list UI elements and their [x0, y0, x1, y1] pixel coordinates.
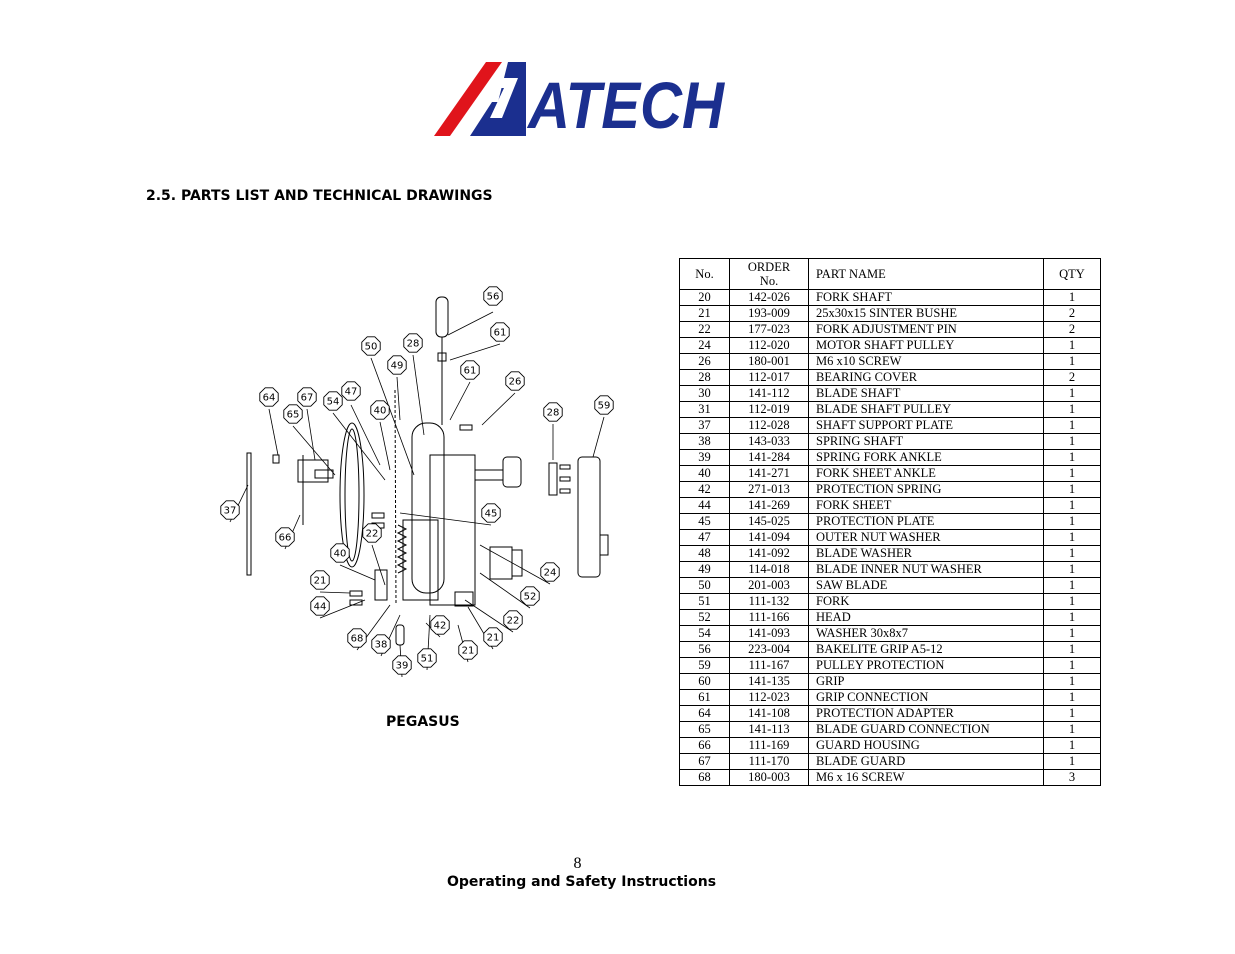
cell-no: 56 — [680, 642, 730, 658]
cell-no: 37 — [680, 418, 730, 434]
cell-order-no: 177-023 — [730, 322, 809, 338]
cell-no: 49 — [680, 562, 730, 578]
cell-order-no: 141-284 — [730, 450, 809, 466]
callout-label: 47 — [344, 386, 358, 398]
cell-part-name: SPRING SHAFT — [809, 434, 1044, 450]
cell-qty: 1 — [1044, 578, 1101, 594]
cell-no: 51 — [680, 594, 730, 610]
table-row — [680, 418, 1101, 434]
callout-label: 49 — [390, 360, 404, 372]
cell-no: 50 — [680, 578, 730, 594]
callout-label: 28 — [406, 338, 420, 350]
table-row — [680, 738, 1101, 754]
cell-no: 68 — [680, 770, 730, 786]
page-number: 8 — [573, 855, 582, 872]
callout-label: 26 — [508, 376, 522, 388]
cell-qty: 1 — [1044, 594, 1101, 610]
cell-qty: 1 — [1044, 530, 1101, 546]
table-row — [680, 498, 1101, 514]
cell-qty: 1 — [1044, 514, 1101, 530]
table-row — [680, 290, 1101, 306]
logo-wordmark: ATECH — [526, 68, 726, 140]
cell-order-no: 193-009 — [730, 306, 809, 322]
cell-qty: 1 — [1044, 386, 1101, 402]
cell-order-no: 112-028 — [730, 418, 809, 434]
table-row — [680, 530, 1101, 546]
cell-part-name: PULLEY PROTECTION — [809, 658, 1044, 674]
callout-label: 22 — [365, 528, 379, 540]
table-row — [680, 434, 1101, 450]
cell-no: 44 — [680, 498, 730, 514]
cell-qty: 1 — [1044, 354, 1101, 370]
cell-part-name: SAW BLADE — [809, 578, 1044, 594]
cell-part-name: HEAD — [809, 610, 1044, 626]
callout-label: 38 — [374, 639, 388, 651]
table-row — [680, 658, 1101, 674]
cell-qty: 1 — [1044, 482, 1101, 498]
callout-label: 21 — [461, 645, 475, 657]
section-title: 2.5. PARTS LIST AND TECHNICAL DRAWINGS — [146, 188, 493, 204]
cell-no: 54 — [680, 626, 730, 642]
callout-label: 61 — [463, 365, 477, 377]
cell-part-name: GRIP — [809, 674, 1044, 690]
cell-qty: 1 — [1044, 450, 1101, 466]
cell-no: 22 — [680, 322, 730, 338]
cell-order-no: 112-023 — [730, 690, 809, 706]
callout-label: 66 — [278, 532, 292, 544]
table-row — [680, 594, 1101, 610]
cell-part-name: BLADE GUARD CONNECTION — [809, 722, 1044, 738]
cell-qty: 1 — [1044, 626, 1101, 642]
callout-label: 42 — [433, 620, 447, 632]
cell-no: 66 — [680, 738, 730, 754]
cell-part-name: MOTOR SHAFT PULLEY — [809, 338, 1044, 354]
cell-order-no: 142-026 — [730, 290, 809, 306]
callout-label: 56 — [486, 291, 500, 303]
cell-qty: 1 — [1044, 466, 1101, 482]
cell-no: 24 — [680, 338, 730, 354]
table-row — [680, 722, 1101, 738]
cell-qty: 3 — [1044, 770, 1101, 786]
callout-label: 22 — [506, 615, 520, 627]
table-row — [680, 626, 1101, 642]
cell-part-name: BLADE WASHER — [809, 546, 1044, 562]
table-row — [680, 754, 1101, 770]
cell-no: 40 — [680, 466, 730, 482]
callout-label: 45 — [484, 508, 498, 520]
callout-label: 59 — [597, 400, 611, 412]
cell-no: 61 — [680, 690, 730, 706]
cell-order-no: 141-271 — [730, 466, 809, 482]
callout-label: 39 — [395, 660, 409, 672]
table-row — [680, 354, 1101, 370]
cell-part-name: BLADE SHAFT PULLEY — [809, 402, 1044, 418]
cell-qty: 1 — [1044, 546, 1101, 562]
cell-order-no: 143-033 — [730, 434, 809, 450]
cell-qty: 1 — [1044, 418, 1101, 434]
cell-no: 21 — [680, 306, 730, 322]
cell-qty: 1 — [1044, 706, 1101, 722]
cell-order-no: 223-004 — [730, 642, 809, 658]
table-row — [680, 642, 1101, 658]
table-row — [680, 674, 1101, 690]
cell-qty: 1 — [1044, 674, 1101, 690]
cell-qty: 1 — [1044, 642, 1101, 658]
cell-part-name: PROTECTION PLATE — [809, 514, 1044, 530]
cell-no: 48 — [680, 546, 730, 562]
cell-no: 20 — [680, 290, 730, 306]
cell-no: 45 — [680, 514, 730, 530]
cell-order-no: 141-092 — [730, 546, 809, 562]
header-qty: QTY — [1044, 259, 1101, 290]
parts-table — [679, 258, 1101, 786]
table-row — [680, 514, 1101, 530]
cell-part-name: 25x30x15 SINTER BUSHE — [809, 306, 1044, 322]
cell-no: 65 — [680, 722, 730, 738]
table-row — [680, 578, 1101, 594]
callout-label: 37 — [223, 505, 237, 517]
header-part-name: PART NAME — [809, 259, 1044, 290]
cell-order-no: 111-166 — [730, 610, 809, 626]
cell-part-name: BEARING COVER — [809, 370, 1044, 386]
cell-no: 47 — [680, 530, 730, 546]
cell-order-no: 180-003 — [730, 770, 809, 786]
callout-label: 67 — [300, 392, 314, 404]
callout-label: 68 — [350, 633, 364, 645]
cell-order-no: 141-094 — [730, 530, 809, 546]
footer-text: Operating and Safety Instructions — [447, 874, 717, 890]
header-order-line2: No. — [759, 274, 779, 288]
cell-qty: 2 — [1044, 370, 1101, 386]
atech-logo — [430, 58, 730, 140]
cell-part-name: SHAFT SUPPORT PLATE — [809, 418, 1044, 434]
cell-no: 38 — [680, 434, 730, 450]
callout-label: 51 — [420, 653, 434, 665]
callout-label: 44 — [313, 601, 327, 613]
table-row — [680, 690, 1101, 706]
cell-order-no: 112-017 — [730, 370, 809, 386]
table-header-row — [680, 259, 1101, 290]
cell-qty: 2 — [1044, 306, 1101, 322]
cell-part-name: PROTECTION SPRING — [809, 482, 1044, 498]
cell-part-name: BAKELITE GRIP A5-12 — [809, 642, 1044, 658]
callout-label: 40 — [373, 405, 387, 417]
cell-qty: 1 — [1044, 722, 1101, 738]
cell-order-no: 111-132 — [730, 594, 809, 610]
cell-qty: 1 — [1044, 658, 1101, 674]
callout-label: 40 — [333, 548, 347, 560]
cell-part-name: M6 x10 SCREW — [809, 354, 1044, 370]
cell-part-name: PROTECTION ADAPTER — [809, 706, 1044, 722]
cell-no: 67 — [680, 754, 730, 770]
cell-part-name: FORK SHAFT — [809, 290, 1044, 306]
callout-label: 21 — [486, 632, 500, 644]
cell-part-name: WASHER 30x8x7 — [809, 626, 1044, 642]
cell-qty: 1 — [1044, 754, 1101, 770]
cell-order-no: 141-113 — [730, 722, 809, 738]
table-row — [680, 706, 1101, 722]
cell-part-name: FORK — [809, 594, 1044, 610]
cell-no: 31 — [680, 402, 730, 418]
cell-order-no: 111-169 — [730, 738, 809, 754]
table-row — [680, 610, 1101, 626]
cell-part-name: BLADE SHAFT — [809, 386, 1044, 402]
cell-order-no: 180-001 — [730, 354, 809, 370]
callout-label: 64 — [262, 392, 276, 404]
table-row — [680, 562, 1101, 578]
cell-order-no: 114-018 — [730, 562, 809, 578]
cell-part-name: M6 x 16 SCREW — [809, 770, 1044, 786]
header-no: No. — [680, 259, 730, 290]
cell-qty: 1 — [1044, 402, 1101, 418]
cell-part-name: BLADE GUARD — [809, 754, 1044, 770]
cell-order-no: 112-019 — [730, 402, 809, 418]
cell-order-no: 201-003 — [730, 578, 809, 594]
callout-group — [221, 287, 613, 674]
table-row — [680, 402, 1101, 418]
cell-part-name: GUARD HOUSING — [809, 738, 1044, 754]
cell-part-name: FORK ADJUSTMENT PIN — [809, 322, 1044, 338]
callout-label: 28 — [546, 407, 560, 419]
cell-qty: 2 — [1044, 322, 1101, 338]
cell-no: 64 — [680, 706, 730, 722]
cell-qty: 1 — [1044, 498, 1101, 514]
cell-part-name: GRIP CONNECTION — [809, 690, 1044, 706]
table-row — [680, 450, 1101, 466]
table-row — [680, 546, 1101, 562]
cell-no: 59 — [680, 658, 730, 674]
cell-order-no: 112-020 — [730, 338, 809, 354]
callout-label: 61 — [493, 327, 507, 339]
cell-no: 52 — [680, 610, 730, 626]
cell-order-no: 141-135 — [730, 674, 809, 690]
table-row — [680, 466, 1101, 482]
cell-order-no: 111-170 — [730, 754, 809, 770]
table-row — [680, 322, 1101, 338]
cell-order-no: 145-025 — [730, 514, 809, 530]
cell-part-name: OUTER NUT WASHER — [809, 530, 1044, 546]
cell-part-name: FORK SHEET ANKLE — [809, 466, 1044, 482]
cell-no: 26 — [680, 354, 730, 370]
callout-label: 21 — [313, 575, 327, 587]
cell-no: 30 — [680, 386, 730, 402]
cell-qty: 1 — [1044, 562, 1101, 578]
table-row — [680, 370, 1101, 386]
callout-label: 24 — [543, 567, 557, 579]
cell-qty: 1 — [1044, 690, 1101, 706]
cell-part-name: BLADE INNER NUT WASHER — [809, 562, 1044, 578]
cell-qty: 1 — [1044, 290, 1101, 306]
cell-order-no: 141-112 — [730, 386, 809, 402]
table-row — [680, 770, 1101, 786]
callout-label: 65 — [286, 409, 300, 421]
table-row — [680, 386, 1101, 402]
callout-label: 50 — [364, 341, 378, 353]
table-row — [680, 482, 1101, 498]
cell-part-name: FORK SHEET — [809, 498, 1044, 514]
cell-no: 28 — [680, 370, 730, 386]
cell-order-no: 141-093 — [730, 626, 809, 642]
cell-part-name: SPRING FORK ANKLE — [809, 450, 1044, 466]
cell-order-no: 141-108 — [730, 706, 809, 722]
cell-qty: 1 — [1044, 434, 1101, 450]
table-row — [680, 338, 1101, 354]
cell-order-no: 111-167 — [730, 658, 809, 674]
cell-order-no: 271-013 — [730, 482, 809, 498]
header-order-line1: ORDER — [747, 260, 791, 274]
callout-label: 52 — [523, 591, 537, 603]
table-row — [680, 306, 1101, 322]
cell-qty: 1 — [1044, 610, 1101, 626]
cell-qty: 1 — [1044, 338, 1101, 354]
cell-qty: 1 — [1044, 738, 1101, 754]
cell-order-no: 141-269 — [730, 498, 809, 514]
cell-no: 39 — [680, 450, 730, 466]
header-order-no — [730, 259, 809, 290]
technical-drawing — [200, 285, 630, 695]
callout-label: 54 — [326, 396, 340, 408]
cell-no: 42 — [680, 482, 730, 498]
cell-no: 60 — [680, 674, 730, 690]
model-label: PEGASUS — [386, 714, 460, 730]
